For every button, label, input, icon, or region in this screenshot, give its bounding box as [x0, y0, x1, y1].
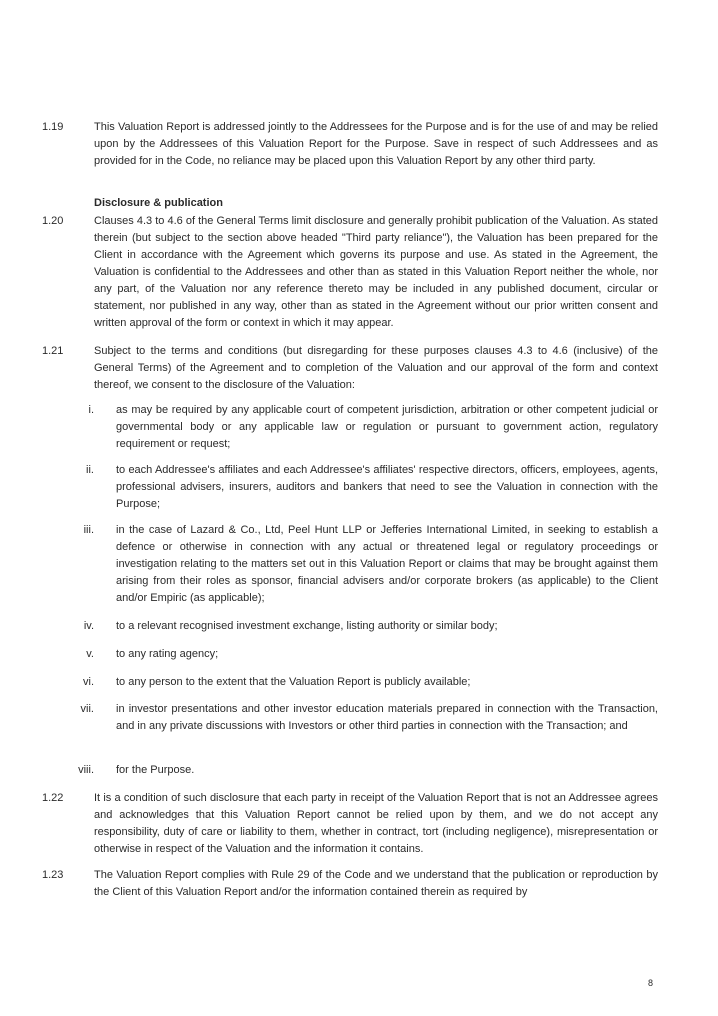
list-numeral: ii.	[86, 464, 94, 476]
list-item-text: in investor presentations and other investor education materials prepared in connection with the Transaction, and in any private discussions with Investors or other third parties in connection with the Transaction; and	[116, 703, 658, 732]
list-item-text: to a relevant recognised investment exchange, listing authority or similar body;	[116, 620, 498, 632]
paragraph-number: 1.21	[42, 345, 64, 357]
list-numeral: viii.	[78, 764, 94, 776]
section-heading-disclosure: Disclosure & publication	[94, 197, 223, 209]
paragraph-number: 1.19	[42, 121, 64, 133]
list-item-text: in the case of Lazard & Co., Ltd, Peel Hunt LLP or Jefferies International Limited, in seeking to establish a defence or otherwise in connection with any actual or threatened legal or regulatory proceedings or investigation relating to the matters set out in this Valuation Report or claims that may be brought against them arising from their roles as sponsor, financial advisers and/or corporate brokers (as applicable) to the Client and/or Empiric (as applicable);	[116, 524, 658, 604]
paragraph-number: 1.22	[42, 792, 64, 804]
list-numeral: iv.	[83, 620, 94, 632]
paragraph-text: This Valuation Report is addressed jointly to the Addressees for the Purpose and is for the use of and may be relied upon by the Addressees of this Valuation Report for the Purpose. Save in respect of such Addressees and as provided for in the Code, no reliance may be placed upon this Valuation Report by any other third party.	[94, 121, 658, 167]
list-item-text: to each Addressee's affiliates and each Addressee's affiliates' respective directors, officers, employees, agents, professional advisers, insurers, auditors and bankers that need to see the Valuation in connection with the Purpose;	[116, 464, 658, 510]
paragraph-text: Clauses 4.3 to 4.6 of the General Terms limit disclosure and generally prohibit publication of the Valuation. As stated therein (but subject to the section above headed "Third party reliance"), the Valuation has been prepared for the Client in accordance with the Agreement which governs its purpose and use. As stated in the Agreement, the Valuation is confidential to the Addressees and other than as stated in this Valuation Report neither the whole, nor any part, of the Valuation nor any reference thereto may be included in any published document, circular or statement, nor published in any way, other than as stated in the Agreement without our prior written consent and written approval of the form or context in which it may appear.	[94, 215, 658, 329]
list-numeral: i.	[88, 404, 94, 416]
paragraph-number: 1.20	[42, 215, 64, 227]
page-number: 8	[648, 978, 654, 988]
list-numeral: v.	[86, 648, 94, 660]
list-item-text: to any person to the extent that the Valuation Report is publicly available;	[116, 676, 471, 688]
list-item-text: to any rating agency;	[116, 648, 219, 660]
paragraph-text: The Valuation Report complies with Rule 29 of the Code and we understand that the publication or reproduction by the Client of this Valuation Report and/or the information contained therein as required by	[94, 869, 658, 898]
paragraph-number: 1.23	[42, 869, 64, 881]
paragraph-text: Subject to the terms and conditions (but disregarding for these purposes clauses 4.3 to 4.6 (inclusive) of the General Terms) of the Agreement and to completion of the Valuation and our approval of the form and context thereof, we consent to the disclosure of the Valuation:	[94, 345, 658, 391]
paragraph-text: It is a condition of such disclosure that each party in receipt of the Valuation Report that is not an Addressee agrees and acknowledges that this Valuation Report cannot be relied upon by them, and we do not accept any responsibility, duty of care or liability to them, whether in contract, tort (including negligence), misrepresentation or otherwise in respect of the Valuation and the information it contains.	[94, 792, 658, 855]
list-numeral: iii.	[83, 524, 94, 536]
list-item-text: as may be required by any applicable court of competent jurisdiction, arbitration or other competent judicial or governmental body or any applicable law or regulation or pursuant to government action, regulatory requirement or request;	[116, 404, 658, 450]
list-numeral: vi.	[83, 676, 94, 688]
list-item-text: for the Purpose.	[116, 764, 195, 776]
list-numeral: vii.	[80, 703, 94, 715]
